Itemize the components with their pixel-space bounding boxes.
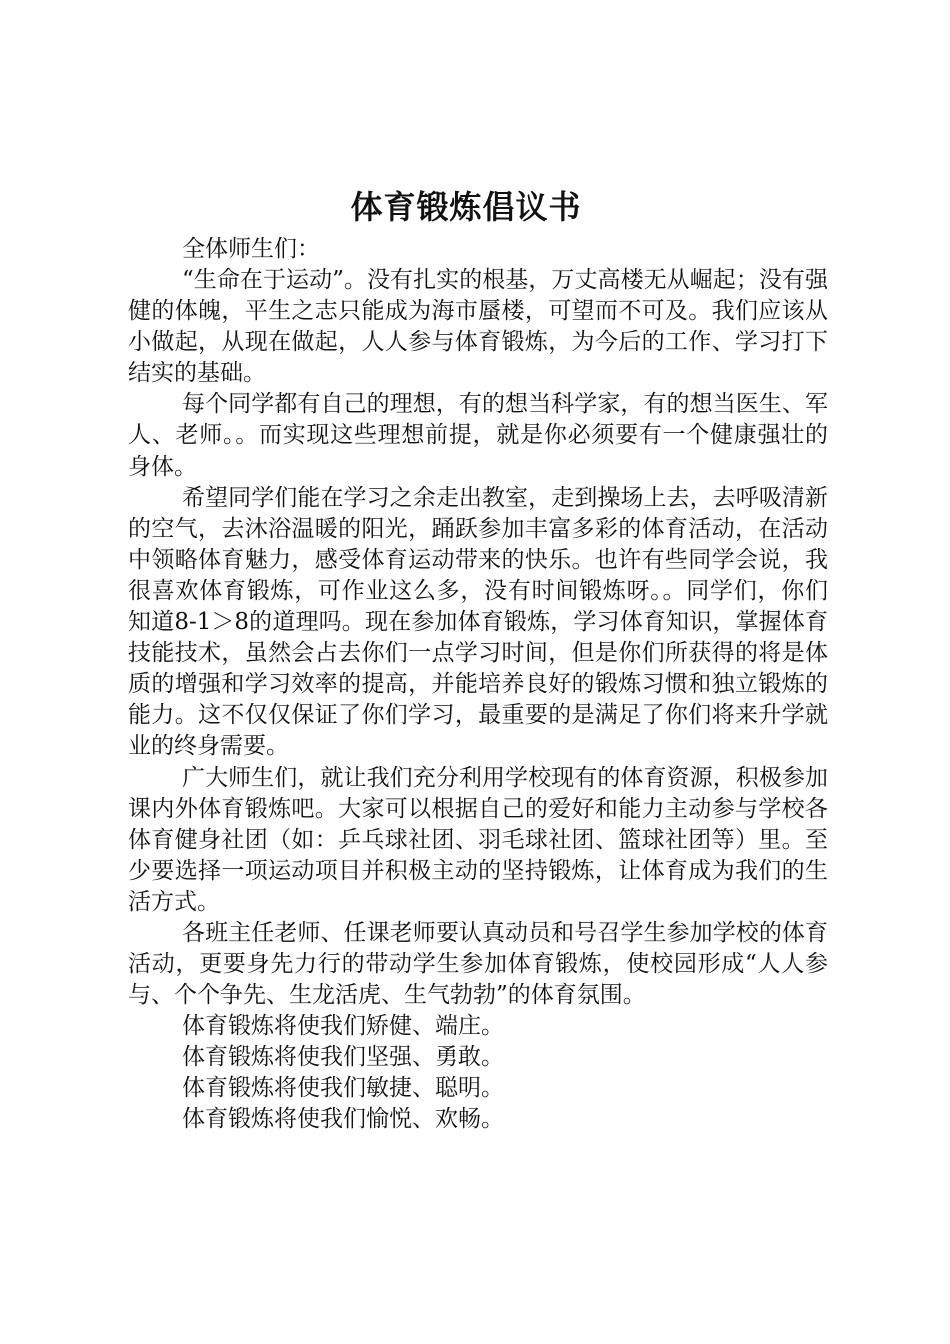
document-page (128, 180, 828, 1135)
closing-line-1: 体育锻炼将使我们矫健、端庄。 (182, 1013, 504, 1040)
closing-line-3: 体育锻炼将使我们敏捷、聪明。 (182, 1075, 504, 1102)
closing-line-2: 体育锻炼将使我们坚强、勇敢。 (182, 1044, 504, 1071)
paragraph-4: 广大师生们，就让我们充分利用学校现有的体育资源，积极参加课内外体育锻炼吧。大家可以根据自己的爱好和能力主动参与学校各体育健身社团（如：乒乓球社团、羽毛球社团、篮球社团等）里。至少要选择一项运动项目并积极主动的坚持锻炼，让体育成为我们的生活方式。 (128, 764, 828, 915)
paragraph-2: 每个同学都有自己的理想，有的想当科学家，有的想当医生、军人、老师。。而实现这些理想前提，就是你必须要有一个健康强壮的身体。 (128, 391, 828, 480)
closing-line-4: 体育锻炼将使我们愉悦、欢畅。 (182, 1106, 504, 1133)
paragraph-5: 各班主任老师、任课老师要认真动员和号召学生参加学校的体育活动，更要身先力行的带动学生参加体育锻炼，使校园形成“人人参与、个个争先、生龙活虎、生气勃勃”的体育氛围。 (128, 919, 828, 1009)
paragraph-1: “生命在于运动”。没有扎实的根基，万丈高楼无从崛起；没有强健的体魄，平生之志只能成为海市蜃楼，可望而不可及。我们应该从小做起，从现在做起，人人参与体育锻炼，为今后的工作、学习打下结实的基础。 (128, 267, 828, 387)
salutation: 全体师生们： (182, 236, 320, 262)
paragraph-3: 希望同学们能在学习之余走出教室，走到操场上去，去呼吸清新的空气，去沐浴温暖的阳光，踊跃参加丰富多彩的体育活动，在活动中领略体育魅力，感受体育运动带来的快乐。也许有些同学会说，我很喜欢体育锻炼，可作业这么多，没有时间锻炼呀。。同学们，你们知道8-1＞8的道理吗。现在参加体育锻炼，学习体育知识，掌握体育技能技术，虽然会占去你们一点学习时间，但是你们所获得的将是体质的增强和学习效率的提高，并能培养良好的锻炼习惯和独立锻炼的能力。这不仅仅保证了你们学习，最重要的是满足了你们将来升学就业的终身需要。 (128, 484, 828, 760)
document-title: 体育锻炼倡议书 (350, 188, 582, 226)
